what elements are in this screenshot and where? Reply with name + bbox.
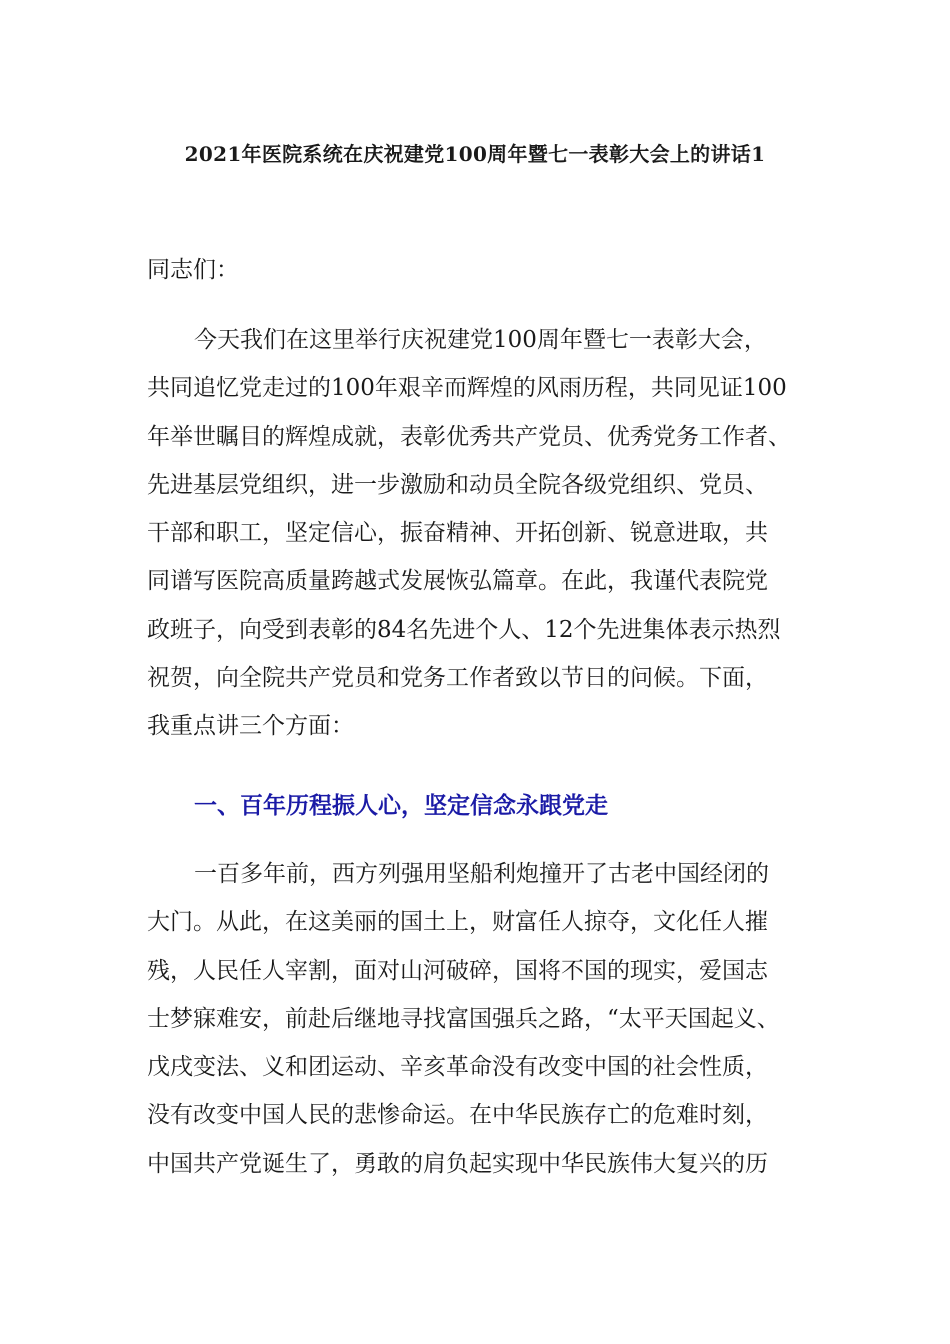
- paragraph-line: 没有改变中国人民的悲惨命运。在中华民族存亡的危难时刻，: [147, 1102, 768, 1129]
- paragraph-line: 大门。从此，在这美丽的国土上，财富任人掠夺，文化任人摧: [147, 909, 768, 936]
- paragraph-line: 士梦寐难安，前赴后继地寻找富国强兵之路，“太平天国起义、: [147, 1005, 780, 1032]
- paragraph-line: 干部和职工，坚定信心，振奋精神、开拓创新、锐意进取，共: [147, 520, 768, 547]
- paragraph-2: [147, 857, 827, 1195]
- paragraph-line: 祝贺，向全院共产党员和党务工作者致以节日的问候。下面，: [147, 665, 768, 692]
- paragraph-1: [147, 323, 827, 758]
- paragraph-line: 一百多年前，西方列强用坚船利炮撞开了古老中国经闭的: [194, 861, 769, 887]
- paragraph-line: 残，人民任人宰割，面对山河破碎，国将不国的现实，爱国志: [147, 957, 768, 984]
- paragraph-line: 同谱写医院高质量跨越式发展恢弘篇章。在此，我谨代表院党: [147, 568, 768, 595]
- paragraph-line: 年举世瞩目的辉煌成就，表彰优秀共产党员、优秀党务工作者、: [147, 423, 791, 450]
- paragraph-line: 我重点讲三个方面：: [147, 713, 354, 740]
- paragraph-line: 共同追忆党走过的100年艰辛而辉煌的风雨历程，共同见证100: [147, 375, 787, 402]
- document-title: 2021年医院系统在庆祝建党100周年暨七一表彰大会上的讲话1: [184, 142, 766, 166]
- section-heading: 一、百年历程振人心，坚定信念永跟党走: [194, 792, 608, 819]
- salutation: 同志们：: [147, 257, 239, 283]
- paragraph-line: 戊戌变法、义和团运动、辛亥革命没有改变中国的社会性质，: [147, 1054, 768, 1081]
- paragraph-line: 中国共产党诞生了，勇敢的肩负起实现中华民族伟大复兴的历: [147, 1150, 768, 1177]
- paragraph-line: 政班子，向受到表彰的84名先进个人、12个先进集体表示热烈: [147, 616, 781, 643]
- paragraph-line: 先进基层党组织，进一步激励和动员全院各级党组织、党员、: [147, 471, 768, 498]
- paragraph-line: 今天我们在这里举行庆祝建党100周年暨七一表彰大会，: [194, 327, 767, 353]
